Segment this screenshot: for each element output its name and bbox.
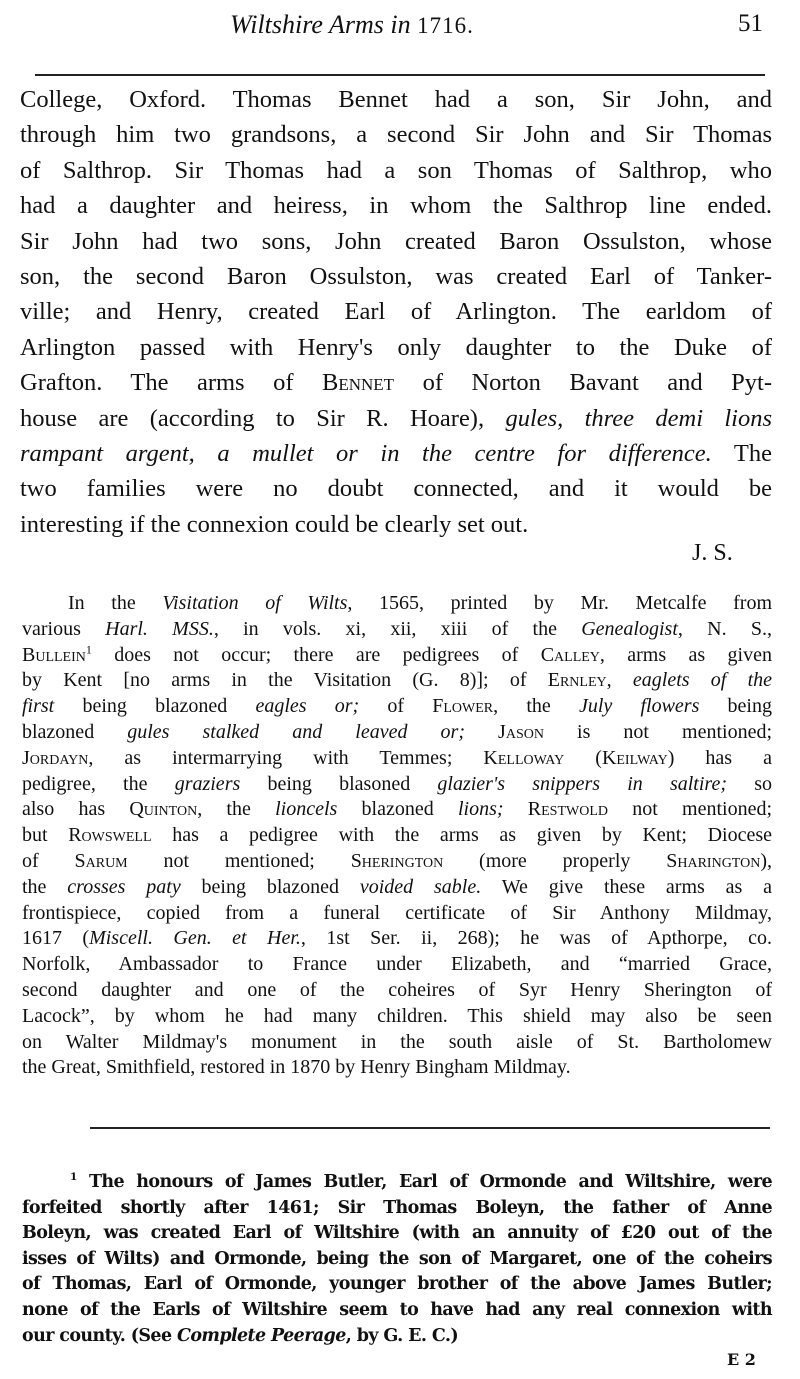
text-run: blazoned <box>337 798 458 821</box>
text-run: the <box>22 875 68 898</box>
text-run: interesting if the connexion could be clearly set out. <box>20 510 529 538</box>
text-line <box>22 1005 772 1028</box>
running-head <box>230 10 474 40</box>
text-run: , the <box>493 695 579 718</box>
text-line <box>22 773 772 796</box>
text-line <box>22 1249 772 1269</box>
text-run: of Norton Bavant and Pyt- <box>394 369 772 397</box>
running-title: Wiltshire Arms in <box>230 10 411 39</box>
italic-text: Visitation of Wilts <box>162 592 348 614</box>
text-run: of Thomas, Earl of Ormonde, younger brother of the above James Butler; <box>22 1274 772 1295</box>
text-run: Boleyn, was created Earl of Wiltshire (with an annuity of £20 out of the <box>22 1223 772 1244</box>
small-caps-name: Quinton <box>129 798 198 821</box>
text-line <box>22 953 772 976</box>
text-run: frontispiece, copied from a funeral certificate of Sir Anthony Mildmay, <box>22 901 772 924</box>
small-caps-name: Sherington <box>350 850 444 872</box>
text-run: Arlington passed with Henry's only daughter to the Duke of <box>20 333 772 361</box>
text-line <box>22 747 772 770</box>
text-run: through him two grandsons, a second Sir John and Sir Thomas <box>20 121 772 149</box>
text-run: , the <box>197 798 276 821</box>
text-line <box>22 721 772 744</box>
text-line <box>20 228 772 256</box>
text-run <box>504 798 528 820</box>
text-run: not mentioned; <box>127 850 351 872</box>
footnote-marker: 1 <box>85 641 92 656</box>
text-run: being blazoned <box>180 875 360 898</box>
italic-text: July flowers <box>578 695 700 718</box>
italic-text: lioncels <box>275 798 338 821</box>
text-run: forfeited shortly after 1461; Sir Thomas Boleyn, the father of Anne <box>22 1197 772 1218</box>
text-line <box>22 1326 772 1346</box>
small-caps-name: Rowswell <box>68 824 152 847</box>
small-caps-name: Jordayn <box>22 746 89 769</box>
text-line <box>20 405 772 433</box>
text-run: being <box>699 695 772 718</box>
text-run: , as intermarrying with Temmes; <box>88 746 484 769</box>
italic-text: Miscell. Gen. et Her. <box>89 927 301 950</box>
text-run: of Salthrop. Sir Thomas had a son Thomas of Salthrop, who <box>20 156 772 184</box>
italic-text: graziers <box>174 772 241 795</box>
text-line <box>20 334 772 362</box>
author-signature: J. S. <box>692 540 733 566</box>
text-run: but <box>22 824 69 847</box>
italic-text: Harl. MSS. <box>105 617 214 640</box>
text-run: had a daughter and heiress, in whom the Salthrop line ended. <box>20 192 772 220</box>
text-run: does not occur; there are pedigrees of <box>91 643 541 666</box>
text-line <box>22 641 772 667</box>
text-run <box>465 721 498 743</box>
italic-text: glazier's snippers in saltire; <box>437 772 727 795</box>
text-run: Norfolk, Ambassador to France under Elizabeth, and “married Grace, <box>22 953 772 976</box>
small-caps-name: Sarum <box>74 850 128 872</box>
italic-text: rampant argent, a mullet or in the centre for difference. <box>20 440 712 467</box>
small-caps-name: Bullein <box>22 643 86 666</box>
small-caps-name: Restwold <box>527 798 608 821</box>
text-run: ( <box>564 746 602 769</box>
text-run: , in vols. xi, xii, xiii of the <box>213 617 582 640</box>
text-run: 1617 ( <box>22 927 90 950</box>
text-run: none of the Earls of Wiltshire seem to have had any real connexion with <box>22 1300 772 1320</box>
italic-text: lions; <box>457 798 504 821</box>
text-run: , <box>606 669 633 692</box>
text-run: the Great, Smithfield, restored in 1870 by Henry Bingham Mildmay. <box>22 1056 571 1079</box>
text-line <box>22 1223 772 1243</box>
italic-text: eagles or; <box>255 695 360 718</box>
small-caps-name: Keilway <box>601 746 668 769</box>
italic-text: eaglets of the <box>632 669 773 692</box>
text-run: has a pedigree with the arms as given by Kent; Diocese <box>151 824 772 847</box>
text-run: , arms as given <box>599 643 772 666</box>
text-run: being blasoned <box>240 772 438 795</box>
text-line <box>22 927 772 950</box>
text-run: various <box>22 617 106 640</box>
text-run: Sir John had two sons, John created Baron Ossulston, whose <box>20 227 772 255</box>
text-run: on Walter Mildmay's monument in the south aisle of St. Bartholomew <box>22 1030 772 1053</box>
italic-text: crosses paty <box>67 875 181 898</box>
text-run: of <box>359 695 433 718</box>
text-line <box>20 121 772 149</box>
text-line <box>22 1031 772 1054</box>
text-run: not mentioned; <box>608 798 772 821</box>
italic-text: voided sable. <box>359 875 482 898</box>
text-line <box>22 979 772 1002</box>
text-line <box>20 369 772 397</box>
text-run: being blazoned <box>54 695 256 718</box>
text-run: blazoned <box>22 721 128 743</box>
text-run: In the <box>68 592 163 614</box>
text-line <box>20 86 772 114</box>
text-run: ville; and Henry, created Earl of Arlington. The earldom of <box>20 298 772 326</box>
text-run: , by G. E. C.) <box>345 1325 459 1346</box>
text-line <box>20 192 772 220</box>
text-run: The <box>711 440 772 467</box>
text-line <box>20 263 772 291</box>
text-run: isses of Wilts) and Ormonde, being the son of Margaret, one of the coheirs <box>22 1248 772 1269</box>
text-run: our county. (See <box>22 1325 177 1346</box>
text-line <box>20 511 772 539</box>
text-run: (more properly <box>443 850 667 872</box>
text-line <box>22 669 772 692</box>
text-run: pedigree, the <box>22 772 175 795</box>
text-line <box>22 1300 772 1320</box>
text-line <box>20 475 772 503</box>
text-run: also has <box>22 798 130 821</box>
small-caps-name: Calley <box>540 643 600 666</box>
text-line <box>22 1172 772 1192</box>
text-line <box>22 824 772 847</box>
small-caps-name: Bennet <box>322 369 395 397</box>
text-run: , 1565, printed by Mr. Metcalfe from <box>347 592 772 614</box>
small-caps-name: Ernley <box>547 669 607 692</box>
text-run: son, the second Baron Ossulston, was created Earl of Tanker- <box>20 263 772 290</box>
text-line <box>22 1274 772 1294</box>
text-run: house are (according to Sir R. Hoare), <box>20 404 506 432</box>
footnote-rule <box>90 1127 770 1129</box>
text-line <box>22 1056 772 1079</box>
text-run: ) has a <box>667 746 772 769</box>
small-caps-name: Jason <box>498 721 544 743</box>
italic-text: first <box>22 695 55 718</box>
text-line <box>22 902 772 925</box>
text-run: ), <box>760 850 772 872</box>
text-run: Grafton. The arms of <box>20 369 322 397</box>
text-line <box>22 592 772 615</box>
text-run: College, Oxford. Thomas Bennet had a son, Sir John, and <box>20 86 772 113</box>
text-run: , 1st Ser. ii, 268); he was of Apthorpe, co. <box>300 927 772 950</box>
text-run: Lacock”, by whom he had many children. This shield may also be seen <box>22 1004 772 1027</box>
italic-text: Complete Peerage <box>177 1325 346 1346</box>
page-number: 51 <box>738 10 763 37</box>
text-run: is not mentioned; <box>543 721 773 743</box>
text-line <box>20 298 772 326</box>
header-rule <box>35 74 765 76</box>
text-line <box>22 850 772 873</box>
footnote-marker: 1 <box>70 1171 77 1184</box>
text-line <box>22 695 772 718</box>
small-caps-name: Sharington <box>666 850 761 872</box>
text-line <box>22 618 772 641</box>
text-run: We give these arms as a <box>481 875 773 898</box>
text-run: , N. S., <box>677 617 772 640</box>
text-line <box>22 876 772 899</box>
text-run: The honours of James Butler, Earl of Ormonde and Wiltshire, were <box>76 1172 772 1192</box>
text-run: two families were no doubt connected, and it would be <box>20 475 772 503</box>
italic-text: gules stalked and leaved or; <box>127 721 465 743</box>
text-line <box>20 157 772 185</box>
text-run: second daughter and one of the coheires of Syr Henry Sherington of <box>22 979 772 1001</box>
text-line <box>20 440 772 468</box>
text-line <box>22 1198 772 1218</box>
text-run: of <box>22 850 75 872</box>
running-year: 1716. <box>417 13 474 38</box>
printer-signature-mark: E 2 <box>727 1350 756 1369</box>
small-caps-name: Kelloway <box>483 746 565 769</box>
italic-text: gules, three demi lions <box>505 404 772 432</box>
text-line <box>22 798 772 821</box>
italic-text: Genealogist <box>581 617 678 640</box>
text-run: by Kent [no arms in the Visitation (G. 8)]; of <box>22 669 548 692</box>
text-run: so <box>727 772 772 795</box>
small-caps-name: Flower <box>432 695 494 718</box>
